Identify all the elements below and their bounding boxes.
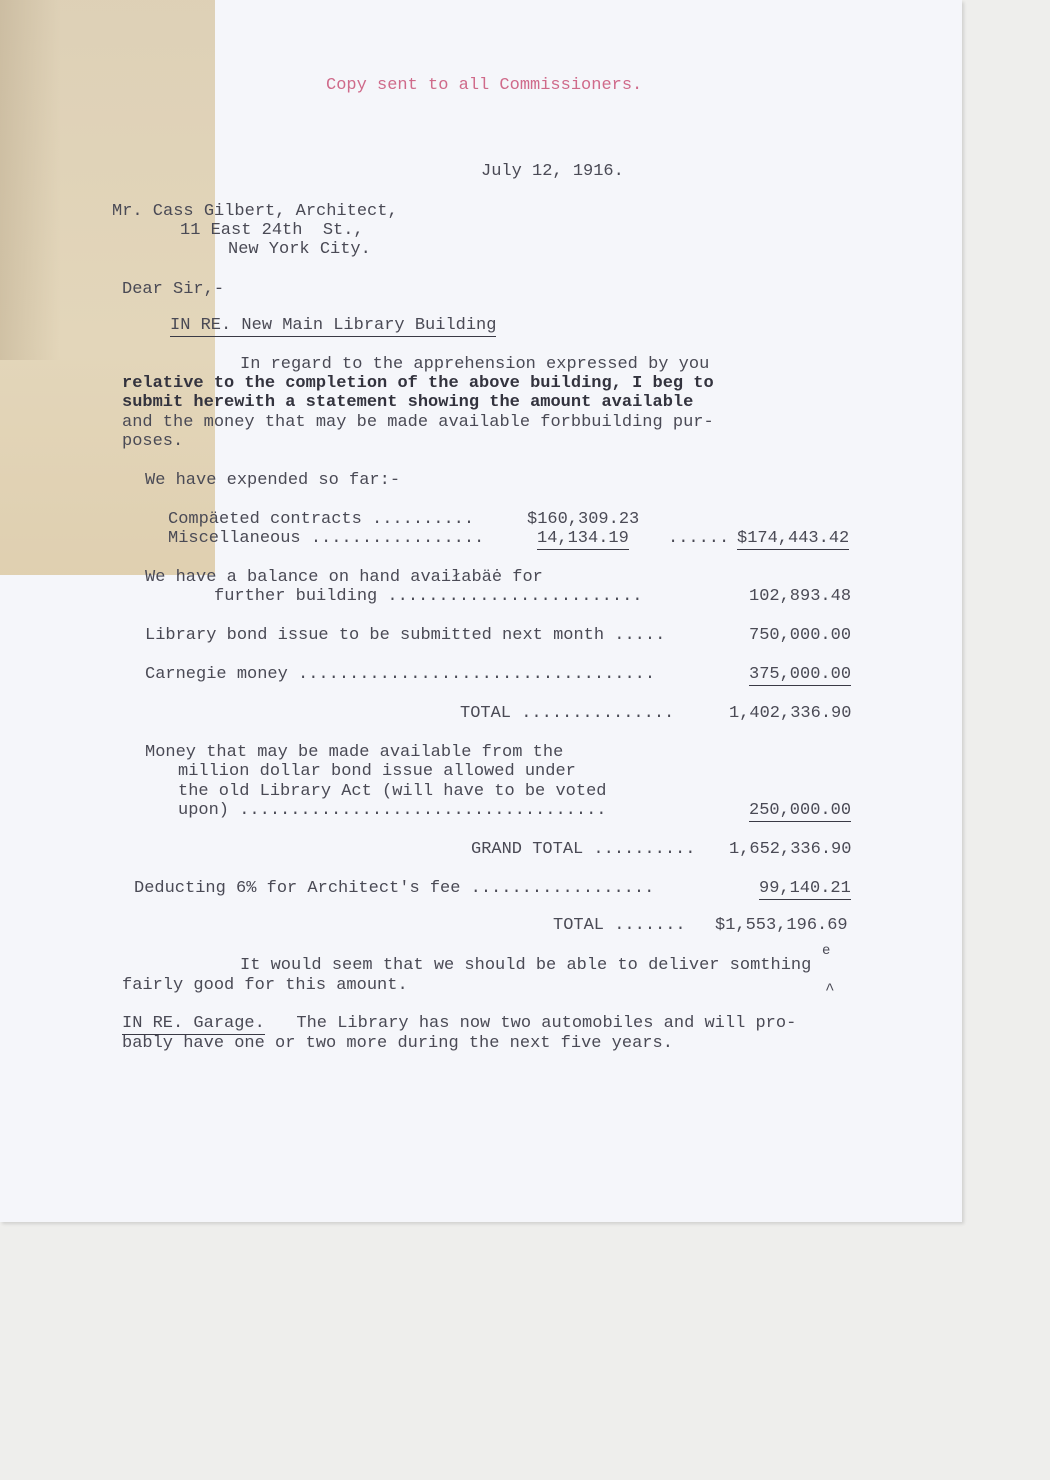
miscellaneous-label: Miscellaneous ................. — [168, 529, 485, 548]
expended-total-value: $174,443.42 — [737, 529, 850, 548]
expended-intro: We have expended so far:- — [145, 471, 401, 490]
architect-fee-value: 99,140.21 — [759, 879, 851, 898]
para1-line-2: relative to the completion of the above building, I beg to — [122, 374, 714, 393]
million-value: 250,000.00 — [749, 801, 852, 820]
address-line-1: Mr. Cass Gilbert, Architect, — [112, 202, 398, 221]
garage-line-1: The Library has now two automobiles and will pro- — [276, 1014, 797, 1033]
para1-line-1: In regard to the apprehension expressed by you — [240, 355, 710, 374]
carnegie-value: 375,000.00 — [749, 665, 852, 684]
completed-contracts-value: $160,309.23 — [527, 510, 640, 529]
subject-line: IN RE. New Main Library Building — [170, 316, 497, 335]
miscellaneous-dots: ...... — [668, 529, 730, 548]
total2-label: TOTAL ....... — [553, 916, 686, 935]
bond-issue-value: 750,000.00 — [749, 626, 852, 645]
para1-line-4: and the money that may be made available forbbuilding pur- — [122, 413, 714, 432]
paper-crease — [0, 0, 60, 360]
architect-fee-label: Deducting 6% for Architect's fee .................. — [134, 879, 655, 898]
balance-line-2: further building ......................... — [214, 587, 643, 606]
total1-label: TOTAL ............... — [460, 704, 675, 723]
para1-line-5: poses. — [122, 432, 184, 451]
bond-issue-label: Library bond issue to be submitted next month ..... — [145, 626, 666, 645]
handwritten-insert: e — [822, 943, 831, 959]
million-line-1: Money that may be made available from the — [145, 743, 564, 762]
para1-line-3: submit herewith a statement showing the amount available — [122, 393, 694, 412]
handwritten-caret: ^ — [825, 981, 835, 999]
balance-value: 102,893.48 — [749, 587, 852, 606]
salutation: Dear Sir,- — [122, 280, 225, 299]
garage-subject: IN RE. Garage. — [122, 1014, 265, 1033]
copy-note: Copy sent to all Commissioners. — [326, 76, 643, 95]
balance-line-1: We have a balance on hand avaiłabäė for — [145, 568, 543, 587]
address-line-2: 11 East 24th St., — [180, 221, 364, 240]
completed-contracts-label: Compäeted contracts .......... — [168, 510, 475, 529]
total1-value: 1,402,336.90 — [729, 704, 852, 723]
miscellaneous-value: 14,134.19 — [537, 529, 629, 548]
million-line-2: million dollar bond issue allowed under — [178, 762, 576, 781]
para2-line-1: It would seem that we should be able to deliver somthing — [240, 956, 812, 975]
million-line-4: upon) .................................... — [178, 801, 607, 820]
total2-value: $1,553,196.69 — [715, 916, 848, 935]
garage-line-2: bably have one or two more during the next five years. — [122, 1034, 673, 1053]
million-line-3: the old Library Act (will have to be voted — [178, 782, 607, 801]
carnegie-label: Carnegie money ................................... — [145, 665, 656, 684]
para2-line-2: fairly good for this amount. — [122, 976, 408, 995]
grand-total-value: 1,652,336.90 — [729, 840, 852, 859]
letter-date: July 12, 1916. — [481, 162, 624, 181]
address-line-3: New York City. — [228, 240, 371, 259]
grand-total-label: GRAND TOTAL .......... — [471, 840, 696, 859]
